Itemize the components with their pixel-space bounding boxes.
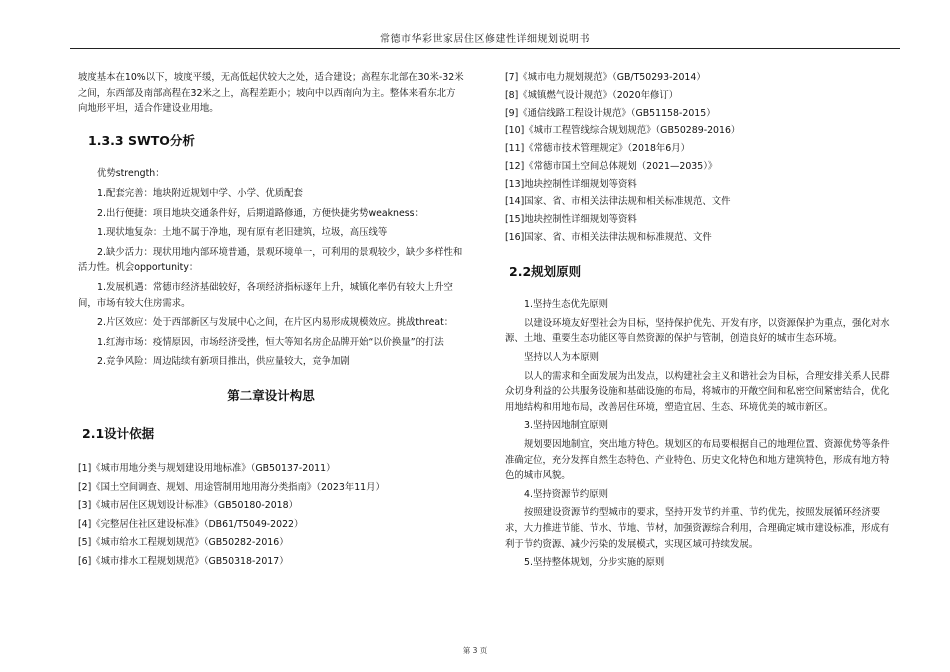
reference-item: [1]《城市用地分类与规划建设用地标准》（GB50137-2011） xyxy=(78,463,336,475)
terrain-paragraph: 坡度基本在10%以下，坡度平缓，无高低起伏较大之处，适合建设；高程东北部在30米-32米之间，东西部及南部高程在32米之上，高程差距小；坡向中以西南向为主。整体来看东北方向地形平坦，适合作建设业用地。 xyxy=(78,72,464,115)
page-header: 常德市华彩世家居住区修建性详细规划说明书 xyxy=(380,34,590,45)
principle-title: 1.坚持生态优先原则 xyxy=(524,299,608,311)
right-column xyxy=(505,70,890,571)
principle-text: 规划要因地制宜，突出地方特色。规划区的布局要根据自己的地理位置、资源优势等条件准确定位，充分发挥自然生态特色、产业特色、历史文化特色和地方建筑特色，形成有地方特色的城市风貌。 xyxy=(505,438,890,482)
reference-item: [4]《完整居住社区建设标准》（DB61/T5049-2022） xyxy=(78,518,304,530)
swot-item: 2.片区效应：处于西部新区与发展中心之间，在片区内易形成规模效应。挑战threat： xyxy=(97,317,454,329)
principle-title: 4.坚持资源节约原则 xyxy=(524,488,608,500)
reference-item: [5]《城市给水工程规划规范》（GB50282-2016） xyxy=(78,537,289,549)
principles-heading: 2.2规划原则 xyxy=(509,263,582,279)
swot-item: 1.发展机遇：常德市经济基础较好，各项经济指标逐年上升，城镇化率仍有较大上升空间，市场有较大住房需求。 xyxy=(78,281,453,309)
reference-item: [15]地块控制性详细规划等资料 xyxy=(505,214,637,226)
swot-item: 2.竞争风险：周边陆续有新项目推出，供应量较大，竞争加剧 xyxy=(97,356,350,368)
principle-text: 以人的需求和全面发展为出发点，以构建社会主义和谐社会为目标，合理安排关系人民群众切身利益的公共服务设施和基础设施的布局，将城市的开敞空间和私密空间紧密结合，优化用地结构和用地布局，改善居住环境，塑造宜居、生态、环境优美的城市新区。 xyxy=(505,370,890,413)
design-basis-heading: 2.1设计依据 xyxy=(82,425,155,441)
reference-list xyxy=(505,70,890,246)
reference-item: [16]国家、省、市相关法律法规和标准规范、文件 xyxy=(505,232,712,244)
swot-heading: 1.3.3 SWTO分析 xyxy=(88,132,195,148)
reference-item: [12]《常德市国土空间总体规划（2021—2035）》 xyxy=(505,160,718,172)
swot-item: 1.配套完善：地块附近规划中学、小学、优质配套 xyxy=(97,187,303,199)
page-number: 第 3 页 xyxy=(462,646,488,655)
reference-item: [9]《通信线路工程设计规范》（GB51158-2015） xyxy=(505,107,716,119)
reference-item: [14]国家、省、市相关法律法规和相关标准规范、文件 xyxy=(505,196,731,208)
swot-list xyxy=(78,166,464,370)
reference-item: [7]《城市电力规划规范》（GB/T50293-2014） xyxy=(505,72,706,83)
swot-item: 1.红海市场：疫情原因，市场经济受挫，恒大等知名房企品牌开始“以价换量”的打法 xyxy=(97,336,444,348)
principle-text: 按照建设资源节约型城市的要求，坚持开发节约并重、节约优先，按照发展循环经济要求，大力推进节能、节水、节地、节材，加强资源综合利用，合理确定城市建设标准，形成有利于节约资源、减少污染的发展模式，实现区域可持续发展。 xyxy=(505,507,890,550)
reference-item: [3]《城市居住区规划设计标准》（GB50180-2018） xyxy=(78,500,298,512)
reference-item: [10]《城市工程管线综合规划规范》（GB50289-2016） xyxy=(505,125,741,137)
reference-item: [2]《国土空间调查、规划、用途管制用地用海分类指南》（2023年11月） xyxy=(78,481,385,493)
principle-title: 3.坚持因地制宜原则 xyxy=(524,420,608,432)
reference-item: [6]《城市排水工程规划规范》（GB50318-2017） xyxy=(78,556,289,568)
reference-item: [8]《城镇燃气设计规范》（2020年修订） xyxy=(505,89,679,101)
reference-list xyxy=(78,461,464,570)
left-column xyxy=(78,70,464,570)
principle-text: 以建设环境友好型社会为目标，坚持保护优先、开发有序，以资源保护为重点，强化对水源、土地、重要生态功能区等自然资源的保护与管制，创造良好的城市生态环境。 xyxy=(505,317,890,345)
swot-item: 优势strength： xyxy=(97,168,165,180)
principle-title: 坚持以人为本原则 xyxy=(524,352,600,363)
swot-item: 1.现状地复杂：土地不属于净地，现有原有老旧建筑，垃圾，高压线等 xyxy=(97,227,388,239)
chapter-title: 第二章设计构思 xyxy=(227,387,315,403)
swot-item: 2.缺少活力：现状用地内部环境普通，景观环境单一，可利用的景观较少，缺少多样性和活力性。机会opportunity： xyxy=(78,246,463,274)
reference-item: [11]《常德市技术管理规定》（2018年6月） xyxy=(505,143,690,155)
swot-item: 2.出行便捷：项目地块交通条件好，后期道路修通，方便快捷劣势weakness： xyxy=(97,207,424,219)
header-rule xyxy=(70,48,900,49)
reference-item: [13]地块控制性详细规划等资料 xyxy=(505,178,637,190)
principle-title: 5.坚持整体规划，分步实施的原则 xyxy=(524,557,665,569)
